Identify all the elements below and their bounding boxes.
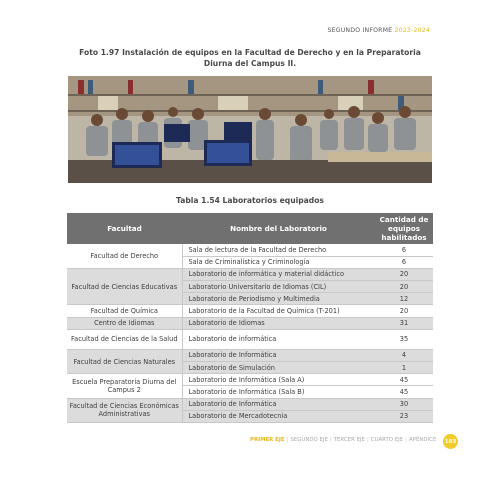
nav-cuarto-eje[interactable]: CUARTO EJE xyxy=(370,437,404,443)
cell-lab: Laboratorio de la Facultad de Química (T-201) xyxy=(182,305,375,317)
cell-facultad: Facultad de Ciencias Educativas xyxy=(67,268,182,305)
cell-cantidad: 6 xyxy=(375,244,433,256)
nav-separator: | xyxy=(286,437,289,443)
cell-lab: Laboratorio de Informática xyxy=(182,349,375,361)
header-cantidad: Cantidad de equipos habilitados xyxy=(375,213,433,244)
table-header-row xyxy=(67,213,433,244)
photo-caption: Foto 1.97 Instalación de equipos en la Facultad de Derecho y en la Preparatoria Diurna del Campus II. xyxy=(79,48,421,68)
table-row xyxy=(67,244,433,256)
cell-lab: Laboratorio de Simulación xyxy=(182,362,375,374)
group-photo xyxy=(68,76,432,183)
cell-lab: Laboratorio de Mercadotecnia xyxy=(182,410,375,422)
table-row xyxy=(67,398,433,410)
table-row xyxy=(67,349,433,361)
cell-lab: Laboratorio de informática y material didáctico xyxy=(182,268,375,280)
report-header-year: 2023-2024 xyxy=(394,27,430,34)
nav-separator: | xyxy=(329,437,332,443)
cell-cantidad: 1 xyxy=(375,362,433,374)
nav-separator: | xyxy=(405,437,407,443)
table-row xyxy=(67,329,433,349)
table-row xyxy=(67,268,433,280)
cell-facultad: Facultad de Ciencias Naturales xyxy=(67,349,182,373)
cell-cantidad: 20 xyxy=(375,305,433,317)
cell-cantidad: 20 xyxy=(375,281,433,293)
cell-lab: Sala de lectura de la Facultad de Derecho xyxy=(182,244,375,256)
table-title: Tabla 1.54 Laboratorios equipados xyxy=(176,196,324,205)
table-row xyxy=(67,305,433,317)
cell-cantidad: 30 xyxy=(375,398,433,410)
cell-lab: Laboratorio de Informática xyxy=(182,398,375,410)
footer-nav xyxy=(250,437,436,443)
table-row xyxy=(67,374,433,386)
laboratories-table xyxy=(67,213,433,423)
cell-facultad: Facultad de Química xyxy=(67,305,182,317)
cell-lab: Laboratorio de Periodismo y Multimedia xyxy=(182,293,375,305)
cell-facultad: Facultad de Derecho xyxy=(67,244,182,268)
cell-cantidad: 20 xyxy=(375,268,433,280)
page-number: 183 xyxy=(443,434,458,449)
cell-facultad: Facultad de Ciencias de la Salud xyxy=(67,329,182,349)
cell-lab: Laboratorio de informática xyxy=(182,329,375,349)
cell-facultad: Escuela Preparatoria Diurna del Campus 2 xyxy=(67,374,182,398)
nav-apendice[interactable]: APÉNDICE xyxy=(409,437,437,443)
cell-cantidad: 45 xyxy=(375,374,433,386)
nav-tercer-eje[interactable]: TERCER EJE xyxy=(333,437,365,443)
cell-cantidad: 6 xyxy=(375,256,433,268)
cell-lab: Laboratorio de Informática (Sala A) xyxy=(182,374,375,386)
nav-segundo-eje[interactable]: SEGUNDO EJE xyxy=(290,437,328,443)
header-facultad: Facultad xyxy=(67,213,182,244)
cell-lab: Laboratorio Universitario de Idiomas (CIL) xyxy=(182,281,375,293)
cell-cantidad: 23 xyxy=(375,410,433,422)
table-row xyxy=(67,317,433,329)
nav-primer-eje[interactable]: PRIMER EJE xyxy=(250,437,285,443)
cell-lab: Sala de Criminalística y Criminología xyxy=(182,256,375,268)
header-laboratorio: Nombre del Laboratorio xyxy=(182,213,375,244)
cell-facultad: Facultad de Ciencias Económicas Administrativas xyxy=(67,398,182,422)
cell-facultad: Centro de Idiomas xyxy=(67,317,182,329)
cell-cantidad: 4 xyxy=(375,349,433,361)
cell-cantidad: 31 xyxy=(375,317,433,329)
cell-cantidad: 45 xyxy=(375,386,433,398)
cell-cantidad: 35 xyxy=(375,329,433,349)
cell-cantidad: 12 xyxy=(375,293,433,305)
report-header xyxy=(327,27,430,34)
report-header-text: SEGUNDO INFORME xyxy=(327,27,393,34)
cell-lab: Laboratorio de Idiomas xyxy=(182,317,375,329)
cell-lab: Laboratorio de Informática (Sala B) xyxy=(182,386,375,398)
nav-separator: | xyxy=(366,437,369,443)
